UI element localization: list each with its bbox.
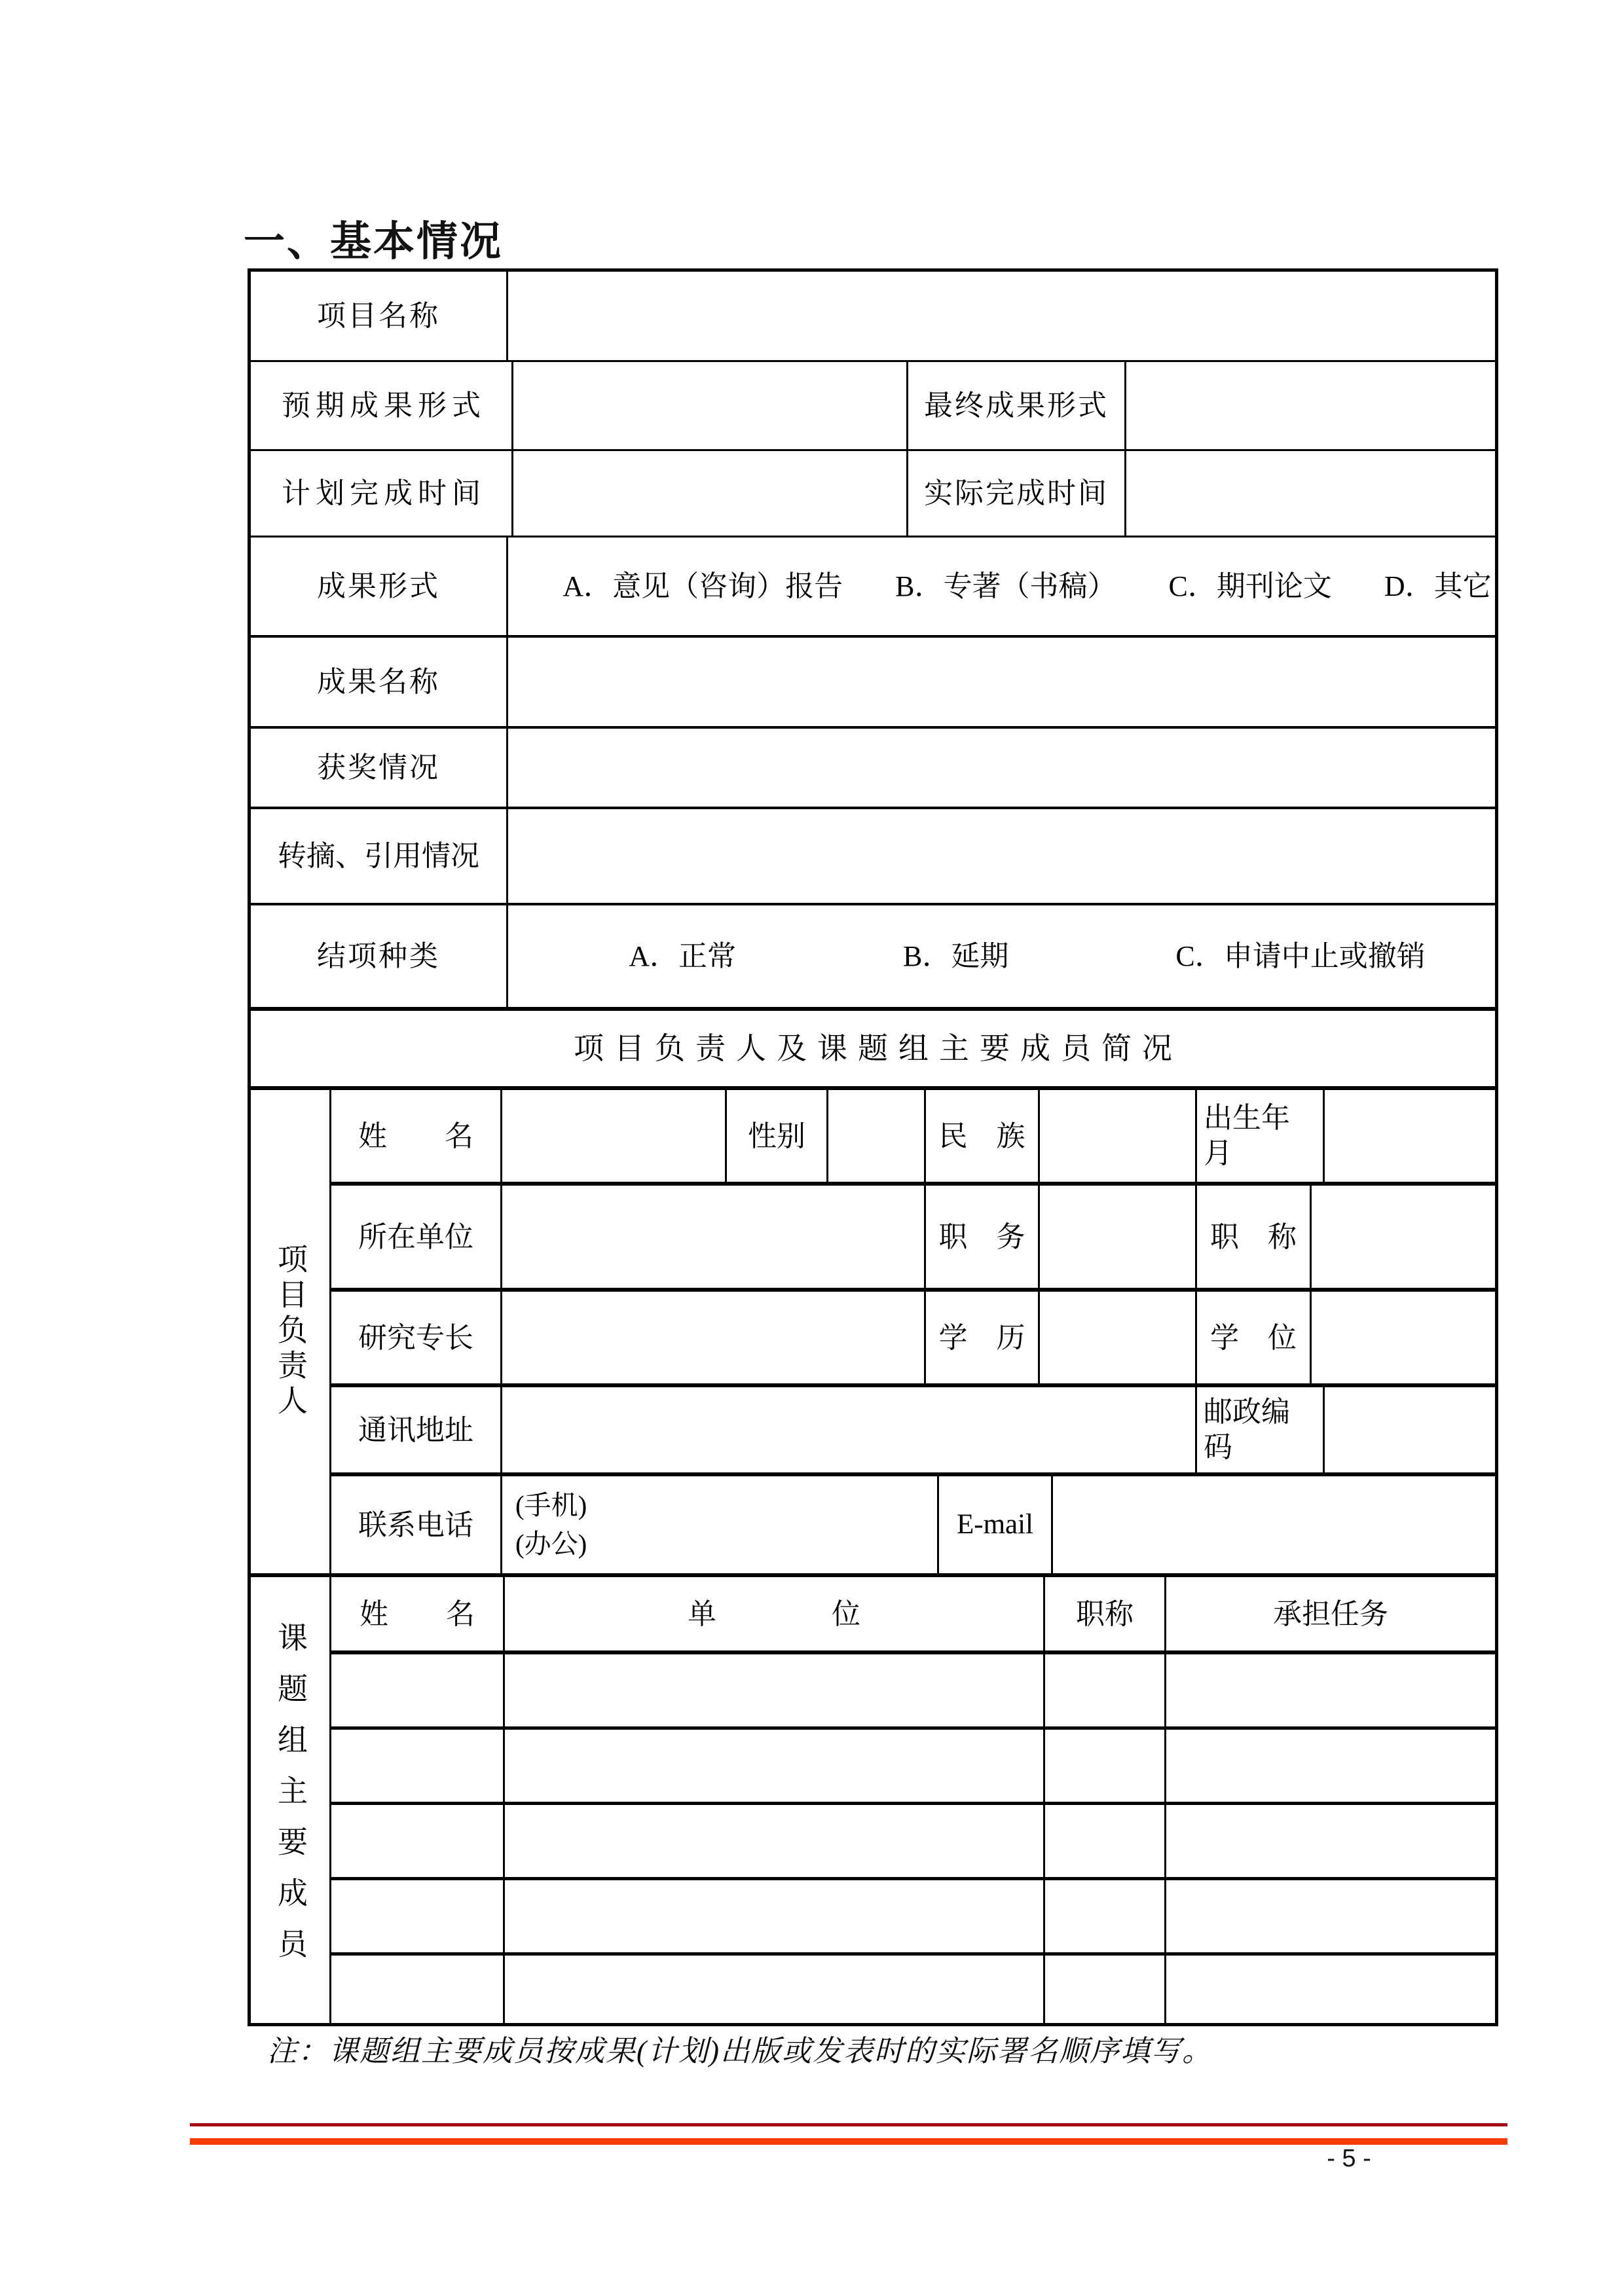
member-task-cell <box>1166 1730 1495 1802</box>
leader-vertical-label-cell <box>251 1090 331 1573</box>
result-form-label: 成果形式 <box>251 538 508 635</box>
leader-specialty-label: 研究专长 <box>331 1292 502 1383</box>
row-section-banner <box>251 1011 1495 1090</box>
members-rows <box>331 1577 1495 2023</box>
actual-time-value-cell <box>1126 451 1495 536</box>
leader-education-label: 学 历 <box>926 1292 1040 1383</box>
member-row-4 <box>331 1880 1495 1956</box>
planned-time-label: 计划完成时间 <box>251 451 513 536</box>
footer-rule-top <box>190 2123 1507 2126</box>
expected-result-label: 预期成果形式 <box>251 362 513 449</box>
row-project-name <box>251 272 1495 362</box>
leader-position-value-cell <box>1040 1186 1197 1288</box>
completion-type-option-b: B．延期 <box>903 940 1009 972</box>
member-title-cell <box>1045 1730 1166 1802</box>
result-name-value-cell <box>508 638 1495 726</box>
leader-rows <box>331 1090 1495 1573</box>
member-title-cell <box>1045 1805 1166 1877</box>
result-form-option-b: B．专著（书稿） <box>895 570 1116 602</box>
member-unit-cell <box>505 1654 1045 1726</box>
member-title-cell <box>1045 1956 1166 2023</box>
member-task-cell <box>1166 1880 1495 1952</box>
final-result-value-cell <box>1126 362 1495 449</box>
leader-row-unit <box>331 1186 1495 1292</box>
completion-type-option-c: C．申请中止或撤销 <box>1175 940 1426 972</box>
member-title-header: 职称 <box>1045 1577 1166 1650</box>
members-vertical-label: 课题组主要成员 <box>274 1621 307 1979</box>
expected-result-value-cell <box>513 362 908 449</box>
result-form-options-cell <box>508 538 1495 635</box>
row-completion-times <box>251 451 1495 538</box>
completion-type-options-cell <box>508 905 1495 1007</box>
row-result-form-options <box>251 538 1495 638</box>
member-task-cell <box>1166 1805 1495 1877</box>
member-row-5 <box>331 1956 1495 2023</box>
member-name-header: 姓 名 <box>331 1577 505 1650</box>
leader-email-label: E-mail <box>939 1476 1053 1573</box>
footnote: 注：课题组主要成员按成果(计划)出版或发表时的实际署名顺序填写。 <box>267 2035 1213 2068</box>
leader-postcode-value-cell <box>1325 1387 1495 1472</box>
completion-type-label: 结项种类 <box>251 905 508 1007</box>
member-unit-cell <box>505 1730 1045 1802</box>
member-task-cell <box>1166 1654 1495 1726</box>
row-citations <box>251 809 1495 905</box>
leader-birth-value-cell <box>1325 1090 1495 1182</box>
project-name-label: 项目名称 <box>251 272 508 360</box>
leader-row-specialty <box>331 1292 1495 1387</box>
member-unit-cell <box>505 1956 1045 2023</box>
result-form-option-a: A．意见（咨询）报告 <box>563 570 843 602</box>
leader-position-label: 职 务 <box>926 1186 1040 1288</box>
member-name-cell <box>331 1730 505 1802</box>
member-title-cell <box>1045 1654 1166 1726</box>
members-section-title: 项目负责人及课题组主要成员简况 <box>574 1031 1183 1065</box>
member-task-header: 承担任务 <box>1273 1597 1388 1630</box>
completion-type-option-a: A．正常 <box>629 940 737 972</box>
member-unit-header: 单 位 <box>505 1577 1045 1650</box>
leader-unit-value-cell <box>502 1186 926 1288</box>
leader-postcode-label: 邮政编码 <box>1197 1387 1325 1472</box>
leader-ethnicity-value-cell <box>1040 1090 1197 1182</box>
row-completion-type <box>251 905 1495 1011</box>
phone-office-label: (办公) <box>515 1529 587 1559</box>
phone-mobile-label: (手机) <box>515 1489 587 1520</box>
member-name-cell <box>331 1805 505 1877</box>
awards-value-cell <box>508 729 1495 807</box>
members-vertical-label-cell <box>251 1577 331 2023</box>
leader-degree-label: 学 位 <box>1197 1292 1312 1383</box>
final-result-label: 最终成果形式 <box>908 362 1126 449</box>
actual-time-label: 实际完成时间 <box>908 451 1126 536</box>
project-name-value-cell <box>508 272 1495 360</box>
leader-birth-label: 出生年月 <box>1197 1090 1325 1182</box>
leader-specialty-value-cell <box>502 1292 926 1383</box>
row-result-forms <box>251 362 1495 451</box>
row-awards <box>251 729 1495 809</box>
leader-name-label: 姓 名 <box>331 1090 502 1182</box>
leader-row-identity <box>331 1090 1495 1186</box>
citations-label: 转摘、引用情况 <box>251 809 508 903</box>
member-task-cell <box>1166 1956 1495 2023</box>
planned-time-value-cell <box>513 451 908 536</box>
leader-address-value-cell <box>502 1387 1197 1472</box>
leader-ethnicity-label: 民 族 <box>926 1090 1040 1182</box>
result-name-label: 成果名称 <box>251 638 508 726</box>
leader-row-address <box>331 1387 1495 1476</box>
footer-rule-bottom <box>190 2138 1507 2145</box>
member-name-cell <box>331 1654 505 1726</box>
leader-row-phone <box>331 1476 1495 1573</box>
leader-prof-title-value-cell <box>1312 1186 1495 1288</box>
members-header-row <box>331 1577 1495 1654</box>
member-unit-cell <box>505 1805 1045 1877</box>
awards-label: 获奖情况 <box>251 729 508 807</box>
member-row-3 <box>331 1805 1495 1880</box>
leader-unit-label: 所在单位 <box>331 1186 502 1288</box>
citations-value-cell <box>508 809 1495 903</box>
basic-info-table <box>248 268 1498 2026</box>
leader-prof-title-label: 职 称 <box>1197 1186 1312 1288</box>
member-name-cell <box>331 1956 505 2023</box>
leader-education-value-cell <box>1040 1292 1197 1383</box>
leader-section <box>251 1090 1495 1577</box>
result-form-option-d: D．其它 <box>1384 570 1492 602</box>
row-result-name <box>251 638 1495 729</box>
leader-phone-label: 联系电话 <box>331 1476 502 1573</box>
member-row-2 <box>331 1730 1495 1805</box>
leader-vertical-label: 项目负责人 <box>274 1243 307 1420</box>
member-unit-cell <box>505 1880 1045 1952</box>
leader-degree-value-cell <box>1312 1292 1495 1383</box>
member-row-1 <box>331 1654 1495 1730</box>
member-title-cell <box>1045 1880 1166 1952</box>
leader-address-label: 通讯地址 <box>331 1387 502 1472</box>
result-form-option-c: C．期刊论文 <box>1168 570 1332 602</box>
page-title: 一、基本情况 <box>244 219 503 264</box>
leader-email-value-cell <box>1053 1476 1495 1573</box>
leader-gender-value-cell <box>828 1090 926 1182</box>
leader-name-value-cell <box>502 1090 727 1182</box>
member-name-cell <box>331 1880 505 1952</box>
members-section <box>251 1577 1495 2023</box>
leader-phone-value-cell <box>502 1476 939 1573</box>
page-number: - 5 - <box>1327 2145 1371 2172</box>
leader-gender-label: 性别 <box>727 1090 828 1182</box>
